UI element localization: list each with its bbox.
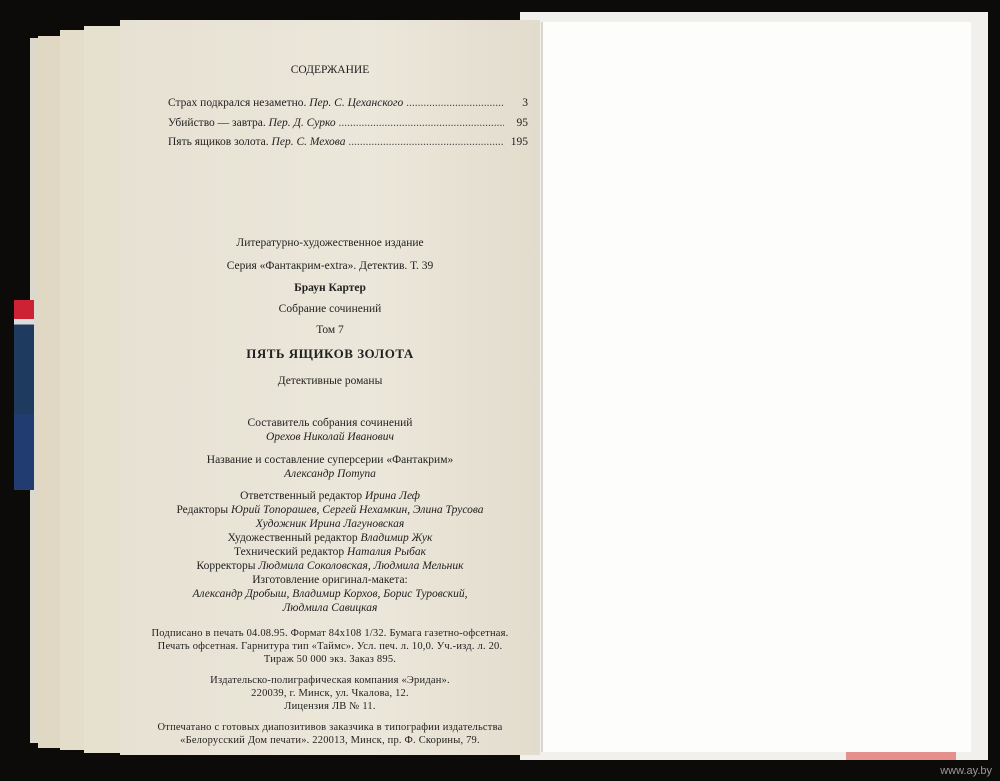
genre: Детективные романы bbox=[277, 375, 383, 387]
series-line: Серия «Фантакрим-extra». Детектив. Т. 39 bbox=[226, 260, 434, 272]
publisher: Издательско-полиграфическая компания «Эридан». bbox=[210, 675, 450, 686]
proofreaders: Корректоры Людмила Соколовская, Людмила Мельник bbox=[196, 560, 464, 572]
toc-item bbox=[168, 117, 528, 129]
watermark: www.ay.by bbox=[940, 765, 992, 777]
print-details: Подписано в печать 04.08.95. Формат 84x108 1/32. Бумага газетно-офсетная. bbox=[151, 628, 509, 639]
toc-translator: Пер. Д. Сурко bbox=[268, 117, 336, 129]
toc-leader bbox=[348, 136, 504, 148]
toc-translator: Пер. С. Цеханского bbox=[309, 97, 404, 109]
superseries-label: Название и составление суперсерии «Фантакрим» bbox=[206, 454, 454, 466]
superseries-name: Александр Потупа bbox=[284, 468, 376, 480]
layout-label: Изготовление оригинал-макета: bbox=[252, 574, 408, 586]
compiler-label: Составитель собрания сочинений bbox=[247, 417, 413, 429]
layout-names: Людмила Савицкая bbox=[282, 602, 378, 614]
toc-page-number: 195 bbox=[510, 136, 528, 148]
printer: Отпечатано с готовых диапозитивов заказчика в типографии издательства bbox=[157, 722, 503, 733]
compiler-name: Орехов Николай Иванович bbox=[265, 431, 395, 443]
cover-strip bbox=[846, 752, 956, 760]
artist: Художник Ирина Лагуновская bbox=[255, 518, 405, 530]
edition-type: Литературно-художественное издание bbox=[236, 237, 424, 249]
toc-leader bbox=[406, 97, 504, 109]
page-edge bbox=[84, 26, 124, 753]
toc-title: Убийство — завтра. bbox=[168, 117, 266, 129]
print-details: Тираж 50 000 экз. Заказ 895. bbox=[263, 654, 397, 665]
toc-translator: Пер. С. Мехова bbox=[271, 136, 346, 148]
responsible-editor: Ответственный редактор Ирина Леф bbox=[240, 490, 420, 502]
toc-leader bbox=[339, 117, 504, 129]
toc-title: Пять ящиков золота. bbox=[168, 136, 269, 148]
publisher-address: 220039, г. Минск, ул. Чкалова, 12. bbox=[251, 688, 409, 699]
book-title: ПЯТЬ ЯЩИКОВ ЗОЛОТА bbox=[246, 346, 414, 361]
art-editor: Художественный редактор Владимир Жук bbox=[227, 532, 433, 544]
toc-page-number: 3 bbox=[522, 97, 528, 109]
toc-heading: СОДЕРЖАНИЕ bbox=[290, 64, 370, 76]
print-details: Печать офсетная. Гарнитура тип «Таймс». Усл. печ. л. 10,0. Уч.-изд. л. 20. bbox=[157, 641, 503, 652]
collection: Собрание сочинений bbox=[278, 303, 382, 315]
toc-page-number: 95 bbox=[516, 117, 528, 129]
imprint-page bbox=[120, 20, 540, 755]
blank-right-page bbox=[541, 22, 971, 752]
author: Браун Картер bbox=[294, 282, 366, 294]
volume: Том 7 bbox=[316, 324, 344, 336]
spine-image bbox=[14, 300, 34, 490]
publisher-license: Лицензия ЛВ № 11. bbox=[284, 701, 376, 712]
toc-item bbox=[168, 136, 528, 148]
printer-address: «Белорусский Дом печати». 220013, Минск, пр. Ф. Скорины, 79. bbox=[180, 735, 480, 746]
toc-item bbox=[168, 97, 528, 109]
editors: Редакторы Юрий Топорашев, Сергей Нехамкин, Элина Трусова bbox=[176, 504, 484, 516]
toc-title: Страх подкрался незаметно. bbox=[168, 97, 307, 109]
layout-names: Александр Дробыш, Владимир Корхов, Борис Туровский, bbox=[192, 588, 468, 600]
tech-editor: Технический редактор Наталия Рыбак bbox=[234, 546, 426, 558]
